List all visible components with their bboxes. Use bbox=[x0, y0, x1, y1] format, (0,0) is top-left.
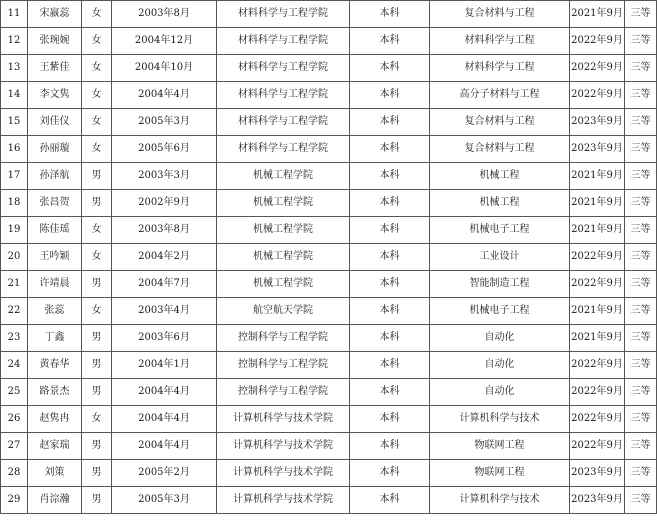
cell-major: 计算机科学与技术 bbox=[430, 406, 570, 433]
cell-birth-date: 2004年1月 bbox=[112, 352, 217, 379]
cell-enrollment-date: 2022年9月 bbox=[570, 82, 625, 109]
cell-award-level: 三等 bbox=[625, 217, 657, 244]
cell-number: 21 bbox=[1, 271, 28, 298]
table-row bbox=[1, 379, 657, 406]
cell-enrollment-date: 2022年9月 bbox=[570, 271, 625, 298]
cell-degree-level: 本科 bbox=[350, 109, 430, 136]
cell-award-level: 三等 bbox=[625, 55, 657, 82]
cell-number: 15 bbox=[1, 109, 28, 136]
cell-name: 王吟颖 bbox=[28, 244, 82, 271]
cell-college: 计算机科学与技术学院 bbox=[217, 406, 350, 433]
table-row bbox=[1, 298, 657, 325]
cell-enrollment-date: 2021年9月 bbox=[570, 217, 625, 244]
cell-major: 机械电子工程 bbox=[430, 217, 570, 244]
cell-birth-date: 2004年7月 bbox=[112, 271, 217, 298]
table-row bbox=[1, 406, 657, 433]
cell-enrollment-date: 2023年9月 bbox=[570, 109, 625, 136]
cell-name: 肖淙瀚 bbox=[28, 487, 82, 514]
cell-major: 自动化 bbox=[430, 352, 570, 379]
cell-gender: 男 bbox=[82, 325, 112, 352]
cell-gender: 女 bbox=[82, 298, 112, 325]
table-row bbox=[1, 325, 657, 352]
table-row bbox=[1, 163, 657, 190]
cell-enrollment-date: 2021年9月 bbox=[570, 1, 625, 28]
cell-number: 24 bbox=[1, 352, 28, 379]
table-row bbox=[1, 82, 657, 109]
table-row bbox=[1, 352, 657, 379]
cell-name: 陈佳瑶 bbox=[28, 217, 82, 244]
cell-major: 物联网工程 bbox=[430, 460, 570, 487]
cell-name: 孙丽璇 bbox=[28, 136, 82, 163]
cell-enrollment-date: 2023年9月 bbox=[570, 136, 625, 163]
cell-number: 13 bbox=[1, 55, 28, 82]
cell-birth-date: 2003年6月 bbox=[112, 325, 217, 352]
cell-number: 25 bbox=[1, 379, 28, 406]
cell-birth-date: 2003年4月 bbox=[112, 298, 217, 325]
cell-gender: 男 bbox=[82, 487, 112, 514]
cell-award-level: 三等 bbox=[625, 190, 657, 217]
table-row bbox=[1, 271, 657, 298]
cell-enrollment-date: 2022年9月 bbox=[570, 55, 625, 82]
cell-major: 高分子材料与工程 bbox=[430, 82, 570, 109]
cell-enrollment-date: 2021年9月 bbox=[570, 298, 625, 325]
cell-college: 材料科学与工程学院 bbox=[217, 1, 350, 28]
cell-birth-date: 2005年2月 bbox=[112, 460, 217, 487]
cell-college: 机械工程学院 bbox=[217, 271, 350, 298]
cell-name: 王紫佳 bbox=[28, 55, 82, 82]
cell-name: 黄春华 bbox=[28, 352, 82, 379]
cell-name: 宋嬴蕊 bbox=[28, 1, 82, 28]
cell-degree-level: 本科 bbox=[350, 28, 430, 55]
cell-college: 材料科学与工程学院 bbox=[217, 136, 350, 163]
cell-enrollment-date: 2022年9月 bbox=[570, 28, 625, 55]
cell-enrollment-date: 2021年9月 bbox=[570, 163, 625, 190]
cell-gender: 女 bbox=[82, 109, 112, 136]
cell-number: 16 bbox=[1, 136, 28, 163]
table-row bbox=[1, 460, 657, 487]
cell-award-level: 三等 bbox=[625, 406, 657, 433]
cell-enrollment-date: 2023年9月 bbox=[570, 487, 625, 514]
cell-college: 控制科学与工程学院 bbox=[217, 379, 350, 406]
cell-birth-date: 2003年3月 bbox=[112, 163, 217, 190]
table-row bbox=[1, 1, 657, 28]
cell-name: 张昌贺 bbox=[28, 190, 82, 217]
cell-gender: 男 bbox=[82, 271, 112, 298]
cell-degree-level: 本科 bbox=[350, 271, 430, 298]
table-row bbox=[1, 244, 657, 271]
cell-major: 机械工程 bbox=[430, 163, 570, 190]
cell-major: 材料科学与工程 bbox=[430, 28, 570, 55]
cell-birth-date: 2004年4月 bbox=[112, 433, 217, 460]
cell-birth-date: 2005年3月 bbox=[112, 109, 217, 136]
cell-college: 材料科学与工程学院 bbox=[217, 28, 350, 55]
cell-gender: 女 bbox=[82, 55, 112, 82]
cell-gender: 男 bbox=[82, 379, 112, 406]
cell-number: 18 bbox=[1, 190, 28, 217]
cell-college: 计算机科学与技术学院 bbox=[217, 487, 350, 514]
cell-degree-level: 本科 bbox=[350, 433, 430, 460]
cell-award-level: 三等 bbox=[625, 379, 657, 406]
cell-name: 孙泽航 bbox=[28, 163, 82, 190]
cell-college: 航空航天学院 bbox=[217, 298, 350, 325]
cell-degree-level: 本科 bbox=[350, 163, 430, 190]
table-row bbox=[1, 217, 657, 244]
cell-name: 许靖晨 bbox=[28, 271, 82, 298]
cell-birth-date: 2003年8月 bbox=[112, 1, 217, 28]
cell-name: 张琬婉 bbox=[28, 28, 82, 55]
cell-major: 复合材料与工程 bbox=[430, 109, 570, 136]
cell-birth-date: 2003年8月 bbox=[112, 217, 217, 244]
cell-award-level: 三等 bbox=[625, 136, 657, 163]
cell-gender: 女 bbox=[82, 244, 112, 271]
cell-enrollment-date: 2022年9月 bbox=[570, 379, 625, 406]
cell-name: 赵家瑞 bbox=[28, 433, 82, 460]
cell-birth-date: 2004年4月 bbox=[112, 82, 217, 109]
table-row bbox=[1, 109, 657, 136]
table-row bbox=[1, 487, 657, 514]
cell-college: 计算机科学与技术学院 bbox=[217, 460, 350, 487]
cell-name: 路景杰 bbox=[28, 379, 82, 406]
cell-degree-level: 本科 bbox=[350, 190, 430, 217]
cell-number: 29 bbox=[1, 487, 28, 514]
cell-college: 机械工程学院 bbox=[217, 190, 350, 217]
cell-degree-level: 本科 bbox=[350, 1, 430, 28]
cell-birth-date: 2004年10月 bbox=[112, 55, 217, 82]
cell-number: 14 bbox=[1, 82, 28, 109]
cell-enrollment-date: 2023年9月 bbox=[570, 460, 625, 487]
cell-gender: 男 bbox=[82, 163, 112, 190]
cell-enrollment-date: 2022年9月 bbox=[570, 244, 625, 271]
cell-number: 20 bbox=[1, 244, 28, 271]
cell-number: 11 bbox=[1, 1, 28, 28]
cell-gender: 男 bbox=[82, 190, 112, 217]
cell-enrollment-date: 2022年9月 bbox=[570, 406, 625, 433]
cell-award-level: 三等 bbox=[625, 433, 657, 460]
cell-degree-level: 本科 bbox=[350, 487, 430, 514]
cell-award-level: 三等 bbox=[625, 460, 657, 487]
cell-degree-level: 本科 bbox=[350, 217, 430, 244]
cell-major: 计算机科学与技术 bbox=[430, 487, 570, 514]
cell-college: 材料科学与工程学院 bbox=[217, 82, 350, 109]
cell-enrollment-date: 2022年9月 bbox=[570, 352, 625, 379]
cell-award-level: 三等 bbox=[625, 82, 657, 109]
table-row bbox=[1, 433, 657, 460]
cell-major: 自动化 bbox=[430, 325, 570, 352]
cell-award-level: 三等 bbox=[625, 28, 657, 55]
cell-number: 17 bbox=[1, 163, 28, 190]
cell-major: 物联网工程 bbox=[430, 433, 570, 460]
cell-college: 控制科学与工程学院 bbox=[217, 352, 350, 379]
cell-degree-level: 本科 bbox=[350, 325, 430, 352]
cell-number: 27 bbox=[1, 433, 28, 460]
table-row bbox=[1, 28, 657, 55]
cell-birth-date: 2002年9月 bbox=[112, 190, 217, 217]
cell-award-level: 三等 bbox=[625, 1, 657, 28]
cell-award-level: 三等 bbox=[625, 325, 657, 352]
cell-name: 丁鑫 bbox=[28, 325, 82, 352]
cell-degree-level: 本科 bbox=[350, 82, 430, 109]
cell-gender: 男 bbox=[82, 433, 112, 460]
cell-award-level: 三等 bbox=[625, 244, 657, 271]
cell-major: 智能制造工程 bbox=[430, 271, 570, 298]
cell-degree-level: 本科 bbox=[350, 406, 430, 433]
cell-number: 28 bbox=[1, 460, 28, 487]
cell-degree-level: 本科 bbox=[350, 244, 430, 271]
cell-award-level: 三等 bbox=[625, 271, 657, 298]
cell-enrollment-date: 2021年9月 bbox=[570, 325, 625, 352]
cell-name: 张蕊 bbox=[28, 298, 82, 325]
cell-degree-level: 本科 bbox=[350, 298, 430, 325]
cell-gender: 男 bbox=[82, 352, 112, 379]
cell-birth-date: 2005年3月 bbox=[112, 487, 217, 514]
cell-enrollment-date: 2022年9月 bbox=[570, 433, 625, 460]
cell-major: 自动化 bbox=[430, 379, 570, 406]
cell-college: 机械工程学院 bbox=[217, 163, 350, 190]
cell-college: 机械工程学院 bbox=[217, 244, 350, 271]
cell-degree-level: 本科 bbox=[350, 136, 430, 163]
cell-major: 机械电子工程 bbox=[430, 298, 570, 325]
cell-college: 控制科学与工程学院 bbox=[217, 325, 350, 352]
cell-number: 22 bbox=[1, 298, 28, 325]
table-row bbox=[1, 136, 657, 163]
cell-major: 复合材料与工程 bbox=[430, 1, 570, 28]
cell-award-level: 三等 bbox=[625, 109, 657, 136]
cell-birth-date: 2004年12月 bbox=[112, 28, 217, 55]
cell-degree-level: 本科 bbox=[350, 55, 430, 82]
cell-number: 26 bbox=[1, 406, 28, 433]
cell-enrollment-date: 2021年9月 bbox=[570, 190, 625, 217]
table-body bbox=[1, 1, 657, 514]
cell-number: 23 bbox=[1, 325, 28, 352]
cell-birth-date: 2004年4月 bbox=[112, 406, 217, 433]
cell-gender: 女 bbox=[82, 82, 112, 109]
cell-major: 材料科学与工程 bbox=[430, 55, 570, 82]
cell-name: 李文隽 bbox=[28, 82, 82, 109]
cell-degree-level: 本科 bbox=[350, 460, 430, 487]
cell-degree-level: 本科 bbox=[350, 379, 430, 406]
cell-name: 刘佳仪 bbox=[28, 109, 82, 136]
cell-number: 19 bbox=[1, 217, 28, 244]
cell-college: 计算机科学与技术学院 bbox=[217, 433, 350, 460]
cell-college: 机械工程学院 bbox=[217, 217, 350, 244]
cell-award-level: 三等 bbox=[625, 298, 657, 325]
cell-gender: 女 bbox=[82, 1, 112, 28]
cell-award-level: 三等 bbox=[625, 163, 657, 190]
cell-college: 材料科学与工程学院 bbox=[217, 55, 350, 82]
cell-gender: 男 bbox=[82, 460, 112, 487]
cell-degree-level: 本科 bbox=[350, 352, 430, 379]
cell-major: 机械工程 bbox=[430, 190, 570, 217]
cell-birth-date: 2005年6月 bbox=[112, 136, 217, 163]
cell-birth-date: 2004年4月 bbox=[112, 379, 217, 406]
cell-number: 12 bbox=[1, 28, 28, 55]
cell-college: 材料科学与工程学院 bbox=[217, 109, 350, 136]
cell-gender: 女 bbox=[82, 28, 112, 55]
cell-major: 复合材料与工程 bbox=[430, 136, 570, 163]
cell-major: 工业设计 bbox=[430, 244, 570, 271]
cell-award-level: 三等 bbox=[625, 487, 657, 514]
cell-award-level: 三等 bbox=[625, 352, 657, 379]
table-row bbox=[1, 190, 657, 217]
cell-birth-date: 2004年2月 bbox=[112, 244, 217, 271]
cell-name: 刘策 bbox=[28, 460, 82, 487]
cell-name: 赵隽冉 bbox=[28, 406, 82, 433]
table-row bbox=[1, 55, 657, 82]
cell-gender: 女 bbox=[82, 136, 112, 163]
cell-gender: 女 bbox=[82, 406, 112, 433]
cell-gender: 女 bbox=[82, 217, 112, 244]
